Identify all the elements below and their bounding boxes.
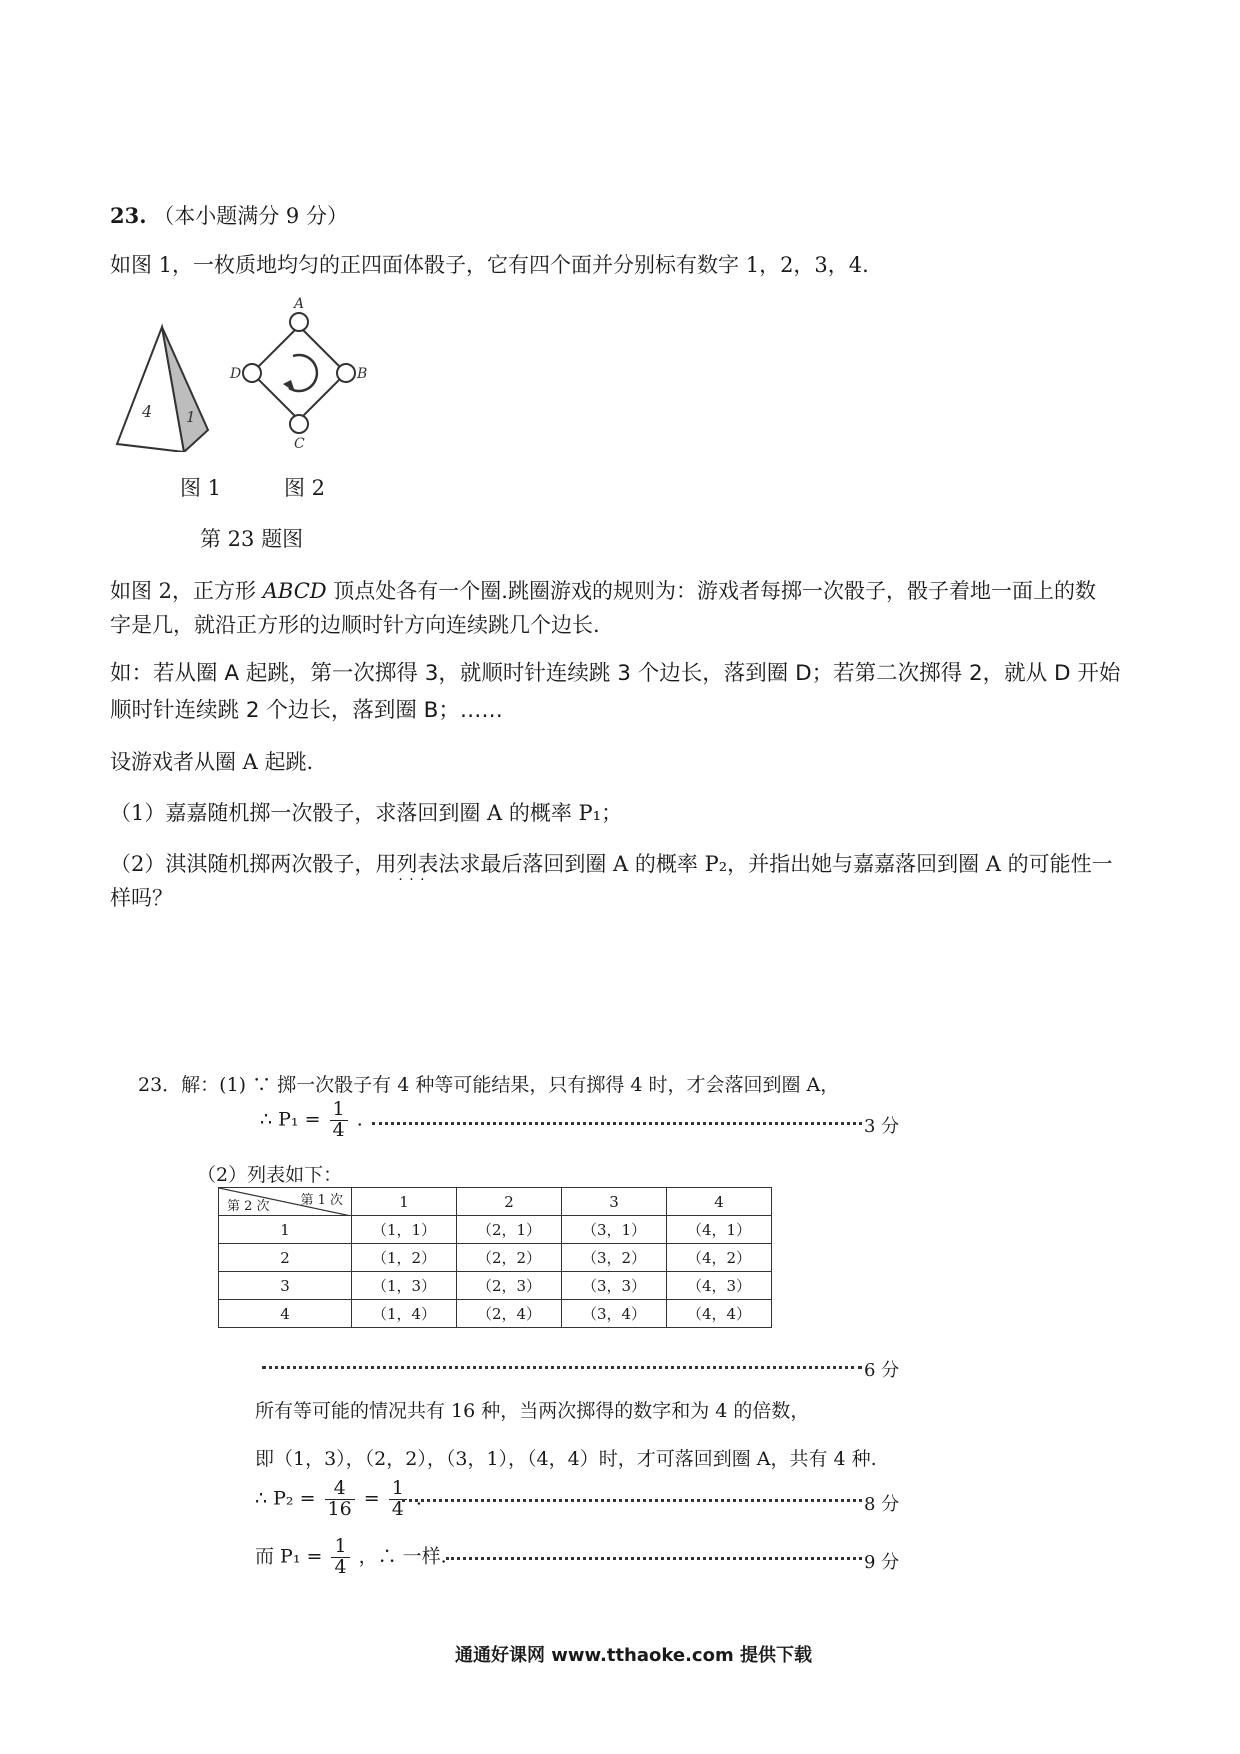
rule-text: 如图 2，正方形 xyxy=(110,579,263,603)
figure-tetrahedron-die xyxy=(112,322,212,452)
table-row xyxy=(219,1244,772,1272)
header-first-roll: 第 1 次 xyxy=(300,1193,343,1208)
fraction-numerator: 1 xyxy=(389,1479,407,1500)
table-cell: （1，4） xyxy=(352,1300,457,1328)
col-header: 3 xyxy=(562,1188,667,1216)
dotted-leader xyxy=(262,1366,862,1369)
score-8: 8 分 xyxy=(864,1494,900,1515)
fraction-denominator: 4 xyxy=(332,1118,345,1141)
conclusion-text: ，∴ 一样. xyxy=(358,1545,447,1568)
equals-sign: = xyxy=(363,1487,380,1510)
part-2-intro: （2）列表如下： xyxy=(197,1164,343,1186)
table-row xyxy=(219,1300,772,1328)
p2-fraction-1 xyxy=(325,1479,355,1520)
p1-label: ∴ P₁ = xyxy=(260,1108,321,1131)
rule-line-1 xyxy=(110,575,1096,605)
fraction-denominator: 16 xyxy=(327,1497,352,1520)
col-header: 4 xyxy=(667,1188,772,1216)
figure-2-caption: 图 2 xyxy=(284,476,326,500)
fraction-numerator: 4 xyxy=(325,1479,355,1500)
question-header xyxy=(110,200,348,230)
solution-favorable-cases: 即（1，3），（2，2），（3，1），（4，4）时，才可落回到圈 A，共有 4 种. xyxy=(255,1448,877,1470)
question-number: 23. xyxy=(110,203,147,228)
table-cell: （2，1） xyxy=(457,1216,562,1244)
table-row xyxy=(219,1216,772,1244)
part-2-line-1 xyxy=(110,848,1113,878)
fraction-numerator: 1 xyxy=(330,1100,348,1121)
table-cell: （4，2） xyxy=(667,1244,772,1272)
table-cell: （2，2） xyxy=(457,1244,562,1272)
example-line-2: 顺时针连续跳 2 个边长，落到圈 B；…… xyxy=(110,698,503,723)
part-2-text: （2）淇淇随机掷两次骰子，用 xyxy=(110,852,397,876)
example-line-1: 如：若从圈 A 起跳，第一次掷得 3，就顺时针连续跳 3 个边长，落到圈 D；若第二次掷得 2，就从 D 开始 xyxy=(110,661,1121,686)
table-cell: （4，4） xyxy=(667,1300,772,1328)
solution-line-1: 23．解：(1) ∵ 掷一次骰子有 4 种等可能结果，只有掷得 4 时，才会落回到圈 A， xyxy=(138,1074,840,1096)
p2-label: ∴ P₂ = xyxy=(255,1487,316,1510)
period: . xyxy=(415,1487,422,1510)
fraction-denominator: 4 xyxy=(334,1555,347,1578)
question-intro: 如图 1，一枚质地均匀的正四面体骰子，它有四个面并分别标有数字 1，2，3，4. xyxy=(110,253,869,277)
table-diagonal-header xyxy=(219,1188,352,1216)
vertex-label-d: D xyxy=(230,366,242,382)
part-2-text: 求最后落回到圈 A 的概率 P₂，并指出她与嘉嘉落回到圈 A 的可能性一 xyxy=(459,852,1113,876)
table-cell: （3，3） xyxy=(562,1272,667,1300)
score-9: 9 分 xyxy=(864,1552,900,1573)
rule-line-2: 字是几，就沿正方形的边顺时针方向连续跳几个边长. xyxy=(110,613,600,637)
table-header-row xyxy=(219,1188,772,1216)
table-cell: （1，1） xyxy=(352,1216,457,1244)
outcome-table xyxy=(218,1187,772,1328)
table-cell: （2，3） xyxy=(457,1272,562,1300)
table-cell: （3，4） xyxy=(562,1300,667,1328)
table-cell: （1，2） xyxy=(352,1244,457,1272)
table-cell: （4，1） xyxy=(667,1216,772,1244)
fraction-numerator: 1 xyxy=(331,1537,349,1558)
question-points: （本小题满分 9 分） xyxy=(153,204,348,228)
die-face-label: 1 xyxy=(186,408,196,426)
solution-all-cases: 所有等可能的情况共有 16 种，当两次掷得的数字和为 4 的倍数， xyxy=(255,1400,810,1422)
p1-equation xyxy=(260,1100,363,1141)
dotted-leader xyxy=(372,1122,862,1125)
die-face-label: 4 xyxy=(142,402,153,421)
table-cell: （1，3） xyxy=(352,1272,457,1300)
setup-line: 设游戏者从圈 A 起跳. xyxy=(110,750,314,774)
table-cell: （3，1） xyxy=(562,1216,667,1244)
rule-text: 顶点处各有一个圈.跳圈游戏的规则为：游戏者每掷一次骰子，骰子着地一面上的数 xyxy=(326,579,1096,603)
row-header: 2 xyxy=(219,1244,352,1272)
dotted-leader xyxy=(402,1499,862,1502)
score-3: 3 分 xyxy=(864,1116,900,1137)
vertex-label-c: C xyxy=(294,436,305,450)
fraction-denominator: 4 xyxy=(391,1497,404,1520)
figure-caption: 第 23 题图 xyxy=(200,527,304,551)
col-header: 2 xyxy=(457,1188,562,1216)
p2-equation xyxy=(255,1479,422,1520)
table-cell: （3，2） xyxy=(562,1244,667,1272)
emphasis-text: 列表法 · · · xyxy=(396,852,459,876)
p1-fraction xyxy=(330,1100,348,1141)
figure-1-caption: 图 1 xyxy=(180,476,222,500)
p1-label: 而 P₁ = xyxy=(255,1545,323,1568)
table-row xyxy=(219,1272,772,1300)
vertex-label-b: B xyxy=(357,366,368,382)
part-1: （1）嘉嘉随机掷一次骰子，求落回到圈 A 的概率 P₁； xyxy=(110,801,623,825)
final-fraction xyxy=(331,1537,349,1578)
table-cell: （2，4） xyxy=(457,1300,562,1328)
square-name: ABCD xyxy=(262,579,327,603)
part-2-line-2: 样吗？ xyxy=(110,886,173,910)
row-header: 3 xyxy=(219,1272,352,1300)
dotted-leader xyxy=(446,1557,862,1560)
col-header: 1 xyxy=(352,1188,457,1216)
figure-square-circles xyxy=(225,270,375,450)
row-header: 4 xyxy=(219,1300,352,1328)
footer-credit: 通通好课网 www.tthaoke.com 提供下载 xyxy=(455,1645,812,1666)
table-cell: （4，3） xyxy=(667,1272,772,1300)
vertex-label-a: A xyxy=(294,296,305,312)
row-header: 1 xyxy=(219,1216,352,1244)
period: . xyxy=(356,1108,363,1131)
score-6: 6 分 xyxy=(864,1360,900,1381)
header-second-roll: 第 2 次 xyxy=(227,1199,270,1214)
final-equation xyxy=(255,1537,447,1578)
